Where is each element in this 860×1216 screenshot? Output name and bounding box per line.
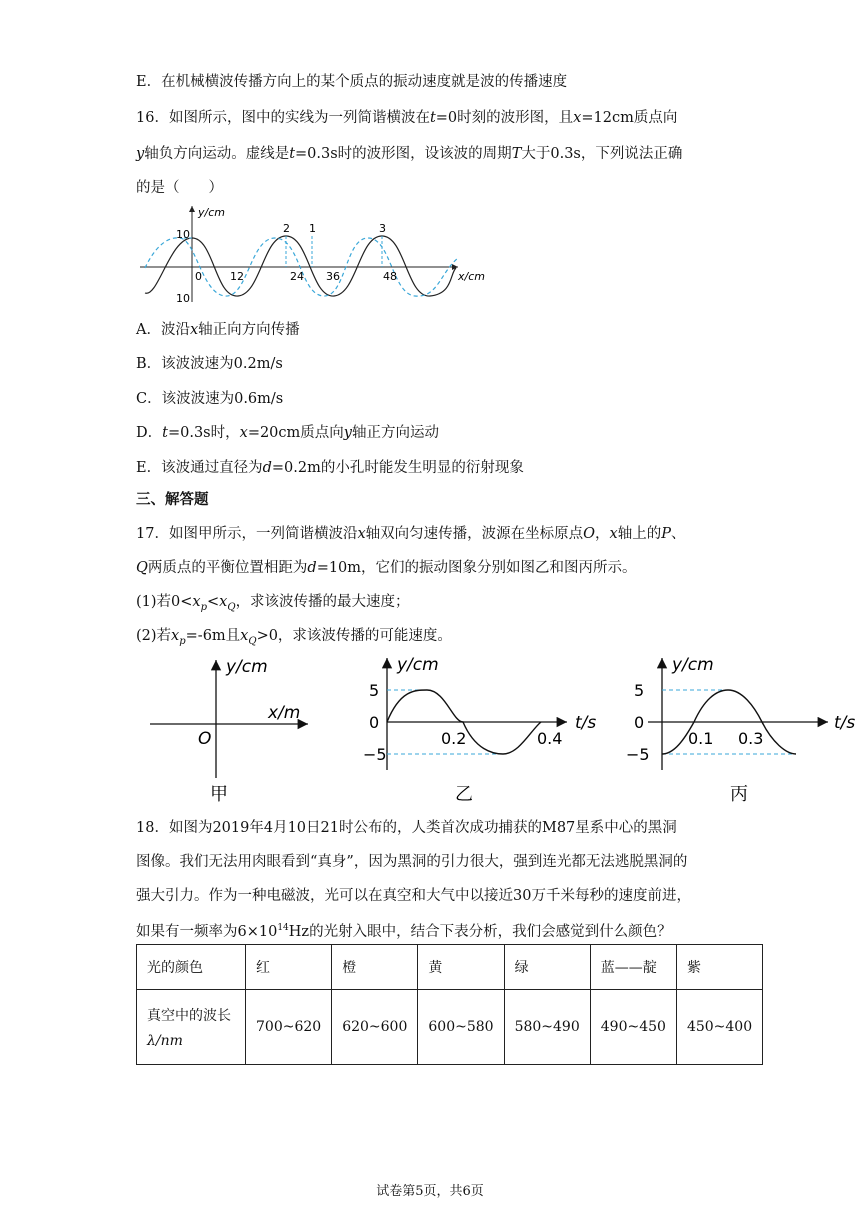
q16-xlabel: x/cm: [458, 270, 485, 283]
q16-marker-3: 3: [379, 222, 386, 235]
q16-line1: 16．如图所示，图中的实线为一列简谐横波在t=0时刻的波形图，且x=12cm质点向: [136, 110, 678, 126]
fig-bing: [610, 650, 860, 810]
table-row: 真空中的波长 λ/nm 700~620 620~600 600~580 580~490 490~450 450~400: [137, 990, 763, 1065]
q16-option-e: E．该波通过直径为d=0.2m的小孔时能发生明显的衍射现象: [136, 460, 524, 476]
q16-line2: y轴负方向运动。虚线是t=0.3s时的波形图，设该波的周期T大于0.3s，下列说法正确: [136, 146, 683, 162]
q16-option-a: A．波沿x轴正向方向传播: [136, 322, 300, 338]
bing-caption: 丙: [730, 784, 748, 805]
q16-option-c: C．该波波速为0.6m/s: [136, 391, 284, 407]
jia-origin: O: [198, 729, 212, 749]
bing-t2: 0.3: [738, 729, 764, 748]
q17-line1: 17．如图甲所示，一列简谐横波沿x轴双向匀速传播，波源在坐标原点O，x轴上的P、: [136, 526, 686, 542]
q17-line2: Q两质点的平衡位置相距为d=10m，它们的振动图象分别如图乙和图丙所示。: [136, 560, 637, 576]
bing-y0: 0: [634, 713, 645, 732]
q18-line4: 如果有一频率为$6\times 10^{14}Hz$的光射入眼中，结合下表分析，我们会感觉到什么颜色？: [136, 923, 672, 940]
q16-xtick-36: 36: [326, 270, 340, 283]
yi-caption: 乙: [455, 784, 473, 805]
q16-ytick-top: 10: [176, 228, 190, 241]
jia-ylabel: y/cm: [226, 657, 268, 677]
q16-line3: 的是（ ）: [136, 180, 223, 196]
q16-xtick-0: 0: [195, 270, 202, 283]
fig-jia: [140, 650, 320, 810]
q17-sub2: (2)若$x_p=-6m$且$x_Q>0$，求该波传播的可能速度。: [136, 628, 452, 647]
bing-t1: 0.1: [688, 729, 714, 748]
q16-marker-1: 1: [309, 222, 316, 235]
bing-xlabel: t/s: [834, 713, 856, 733]
jia-xlabel: x/m: [268, 703, 301, 723]
table-row: 光的颜色 红 橙 黄 绿 蓝——靛 紫: [137, 945, 763, 990]
bing-ylabel: y/cm: [672, 655, 714, 675]
q18-line1: 18．如图为2019年4月10日21时公布的，人类首次成功捕获的M87星系中心的黑洞: [136, 820, 677, 836]
q17-sub1: (1)若$0<x_p<x_Q$，求该波传播的最大速度；: [136, 594, 410, 613]
q16-ylabel: y/cm: [198, 206, 225, 219]
wavelength-table: [136, 944, 763, 1065]
q16-ytick-bottom: 10: [176, 292, 190, 305]
yi-xlabel: t/s: [575, 713, 597, 733]
jia-caption: 甲: [210, 784, 228, 805]
bing-yneg5: −5: [626, 745, 650, 764]
fig-yi: [355, 650, 605, 810]
yi-yneg5: −5: [363, 745, 387, 764]
q16-option-d: D．t=0.3s时，x=20cm质点向y轴正方向运动: [136, 425, 439, 441]
q16-option-b: B．该波波速为0.2m/s: [136, 356, 283, 372]
q15-option-e: E．在机械横波传播方向上的某个质点的振动速度就是波的传播速度: [136, 74, 568, 90]
q16-xtick-12: 12: [230, 270, 244, 283]
q18-line3: 强大引力。作为一种电磁波，光可以在真空和大气中以接近30万千米每秒的速度前进，: [136, 888, 691, 904]
page-footer: 试卷第5页，共6页: [376, 1184, 484, 1199]
yi-t1: 0.2: [441, 729, 467, 748]
yi-y5: 5: [369, 681, 380, 700]
yi-ylabel: y/cm: [397, 655, 439, 675]
yi-y0: 0: [369, 713, 380, 732]
q16-marker-2: 2: [283, 222, 290, 235]
q18-line2: 图像。我们无法用肉眼看到“真身”，因为黑洞的引力很大，强到连光都无法逃脱黑洞的: [136, 854, 688, 870]
q16-xtick-48: 48: [383, 270, 397, 283]
yi-t2: 0.4: [537, 729, 563, 748]
section-heading: 三、解答题: [136, 491, 209, 508]
q16-xtick-24: 24: [290, 270, 304, 283]
q16-wave-graph: [140, 198, 500, 308]
bing-y5: 5: [634, 681, 645, 700]
